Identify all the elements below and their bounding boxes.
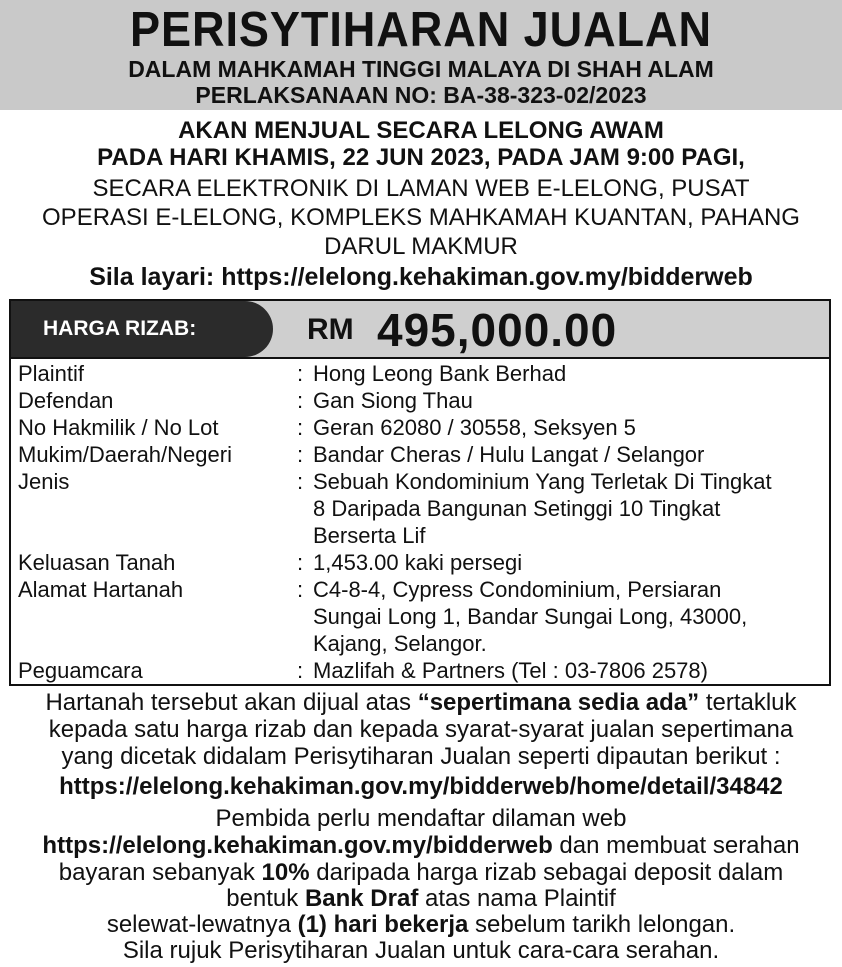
property-details-box: [9, 299, 831, 686]
register-url-line: [0, 833, 842, 859]
detail-value: 1,453.00 kaki persegi: [313, 550, 523, 575]
auction-line-4: OPERASI E-LELONG, KOMPLEKS MAHKAMAH KUANTAN, PAHANG: [42, 204, 800, 231]
detail-label: No Hakmilik / No Lot: [18, 415, 219, 440]
case-number: PERLAKSANAAN NO: BA-38-323-02/2023: [195, 82, 647, 108]
deadline-line: [0, 912, 842, 938]
reserve-price-currency: RM: [307, 313, 354, 346]
terms-text: selewat-lewatnya: [106, 911, 298, 938]
detail-value: Berserta Lif: [313, 523, 426, 548]
terms-text: daripada harga rizab sebagai deposit dalam: [309, 859, 784, 886]
detail-colon: :: [297, 361, 304, 386]
detail-value: Geran 62080 / 30558, Seksyen 5: [313, 415, 636, 440]
detail-value: Gan Siong Thau: [313, 388, 473, 413]
auction-line-1: AKAN MENJUAL SECARA LELONG AWAM: [178, 117, 664, 144]
page-title: PERISYTIHARAN JUALAN: [130, 3, 712, 57]
detail-colon: :: [297, 388, 304, 413]
reserve-price-amount: 495,000.00: [377, 304, 618, 356]
auction-line-5: DARUL MAKMUR: [324, 233, 518, 260]
detail-label: Keluasan Tanah: [18, 550, 176, 575]
detail-colon: :: [297, 415, 304, 440]
terms-text: dan membuat serahan: [552, 832, 800, 859]
detail-label: Mukim/Daerah/Negeri: [18, 442, 232, 467]
bank-draft-emphasis: Bank Draf: [304, 885, 419, 912]
detail-value: C4-8-4, Cypress Condominium, Persiaran: [313, 577, 722, 602]
detail-label: Plaintif: [18, 361, 85, 386]
reserve-price-label: HARGA RIZAB:: [11, 301, 273, 357]
auction-line-3: SECARA ELEKTRONIK DI LAMAN WEB E-LELONG, PUSAT: [92, 175, 750, 202]
terms-line-1: [0, 690, 842, 716]
terms-text: tertakluk: [699, 689, 797, 716]
detail-colon: :: [297, 550, 304, 575]
detail-colon: :: [297, 442, 304, 467]
detail-value: Mazlifah & Partners (Tel : 03-7806 2578): [313, 658, 708, 683]
deposit-percent: 10%: [261, 859, 310, 886]
detail-label: Peguamcara: [18, 658, 143, 683]
detail-label: Jenis: [18, 469, 70, 494]
terms-text: bayaran sebanyak: [58, 859, 262, 886]
detail-value: 8 Daripada Bangunan Setinggi 10 Tingkat: [313, 496, 721, 521]
terms-text: bentuk: [226, 885, 305, 912]
detail-url-link[interactable]: https://elelong.kehakiman.gov.my/bidderweb/home/detail/34842: [59, 773, 783, 800]
deadline-emphasis: (1) hari bekerja: [297, 911, 469, 938]
court-name: DALAM MAHKAMAH TINGGI MALAYA DI SHAH ALAM: [128, 56, 714, 82]
terms-emphasis: “sepertimana sedia ada”: [417, 689, 700, 716]
detail-colon: :: [297, 577, 304, 602]
detail-value: Sebuah Kondominium Yang Terletak Di Tingkat: [313, 469, 772, 494]
detail-value: Kajang, Selangor.: [313, 631, 487, 656]
reserve-price-bar: [11, 301, 829, 359]
register-url-link[interactable]: https://elelong.kehakiman.gov.my/bidderweb: [42, 832, 553, 859]
header-banner: [0, 0, 842, 110]
terms-text: Hartanah tersebut akan dijual atas: [45, 689, 418, 716]
terms-line-2: kepada satu harga rizab dan kepada syarat-syarat jualan sepertimana: [48, 716, 794, 743]
register-line: Pembida perlu mendaftar dilaman web: [215, 805, 627, 832]
deposit-line: [0, 860, 842, 886]
detail-value: Hong Leong Bank Berhad: [313, 361, 567, 386]
terms-text: sebelum tarikh lelongan.: [468, 911, 736, 938]
terms-line-3: yang dicetak didalam Perisytiharan Jualan seperti dipautan berikut :: [61, 743, 781, 770]
bank-draft-line: [0, 886, 842, 912]
terms-text: atas nama Plaintif: [418, 885, 616, 912]
detail-colon: :: [297, 658, 304, 683]
detail-colon: :: [297, 469, 304, 494]
detail-label: Defendan: [18, 388, 114, 413]
detail-label: Alamat Hartanah: [18, 577, 184, 602]
visit-link[interactable]: Sila layari: https://elelong.kehakiman.gov.my/bidderweb: [89, 263, 753, 291]
detail-value: Bandar Cheras / Hulu Langat / Selangor: [313, 442, 705, 467]
detail-value: Sungai Long 1, Bandar Sungai Long, 43000,: [313, 604, 748, 629]
refer-line: Sila rujuk Perisytiharan Jualan untuk cara-cara serahan.: [122, 937, 720, 964]
auction-line-2: PADA HARI KHAMIS, 22 JUN 2023, PADA JAM 9:00 PAGI,: [97, 144, 745, 171]
